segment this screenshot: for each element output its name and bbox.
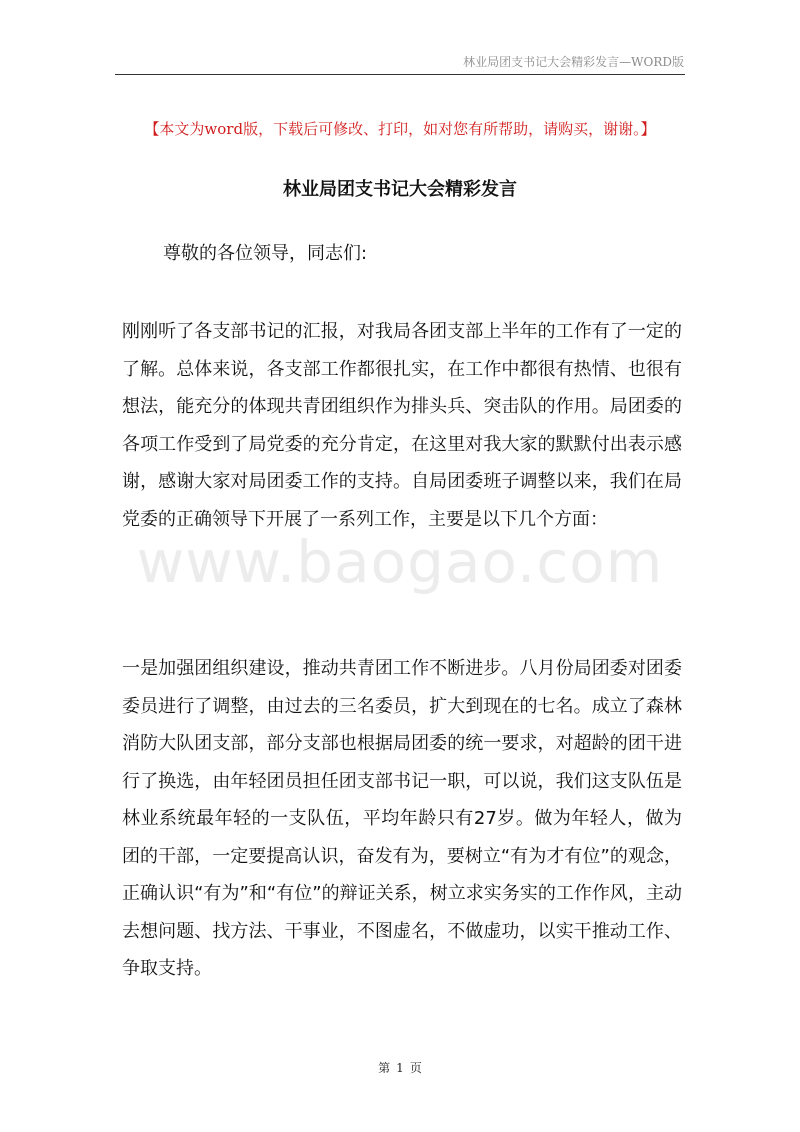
watermark: www.baogao.com (136, 528, 664, 596)
document-title: 林业局团支书记大会精彩发言 (283, 179, 517, 200)
header-rule (115, 74, 685, 75)
salutation: 尊敬的各位领导，同志们: (163, 243, 368, 264)
paragraph-organization: 一是加强团组织建设，推动共青团工作不断进步。八月份局团委对团委委员进行了调整，由过去的三名委员，扩大到现在的七名。成立了森林消防大队团支部，部分支部也根据局团委的统一要求，对超龄的团干进行了换选，由年轻团员担任团支部书记一职，可以说，我们这支队伍是林业系统最年轻的一支队伍，平均年龄只有27岁。做为年轻人，做为团的干部，一定要提高认识，奋发有为，要树立“有为才有位”的观念，正确认识“有为”和“有位”的辩证关系，树立求实务实的工作作风，主动去想问题、找方法、干事业，不图虚名，不做虚功，以实干推动工作、争取支持。 (122, 658, 682, 979)
page-number (0, 1059, 800, 1076)
paragraph-intro: 刚刚听了各支部书记的汇报，对我局各团支部上半年的工作有了一定的了解。总体来说，各支部工作都很扎实，在工作中都很有热情、也很有想法，能充分的体现共青团组织作为排头兵、突击队的作用。局团委的各项工作受到了局党委的充分肯定，在这里对我大家的默默付出表示感谢，感谢大家对局团委工作的支持。自局团委班子调整以来，我们在局党委的正确领导下开展了一系列工作，主要是以下几个方面： (122, 321, 682, 530)
page-number-value: 1 (396, 1061, 404, 1075)
page-suffix: 页 (409, 1061, 422, 1075)
running-header: 林业局团支书记大会精彩发言—WORD版 (463, 55, 684, 69)
download-notice: 【本文为word版，下载后可修改、打印，如对您有所帮助，请购买，谢谢。】 (144, 120, 656, 138)
page-prefix: 第 (378, 1061, 391, 1075)
